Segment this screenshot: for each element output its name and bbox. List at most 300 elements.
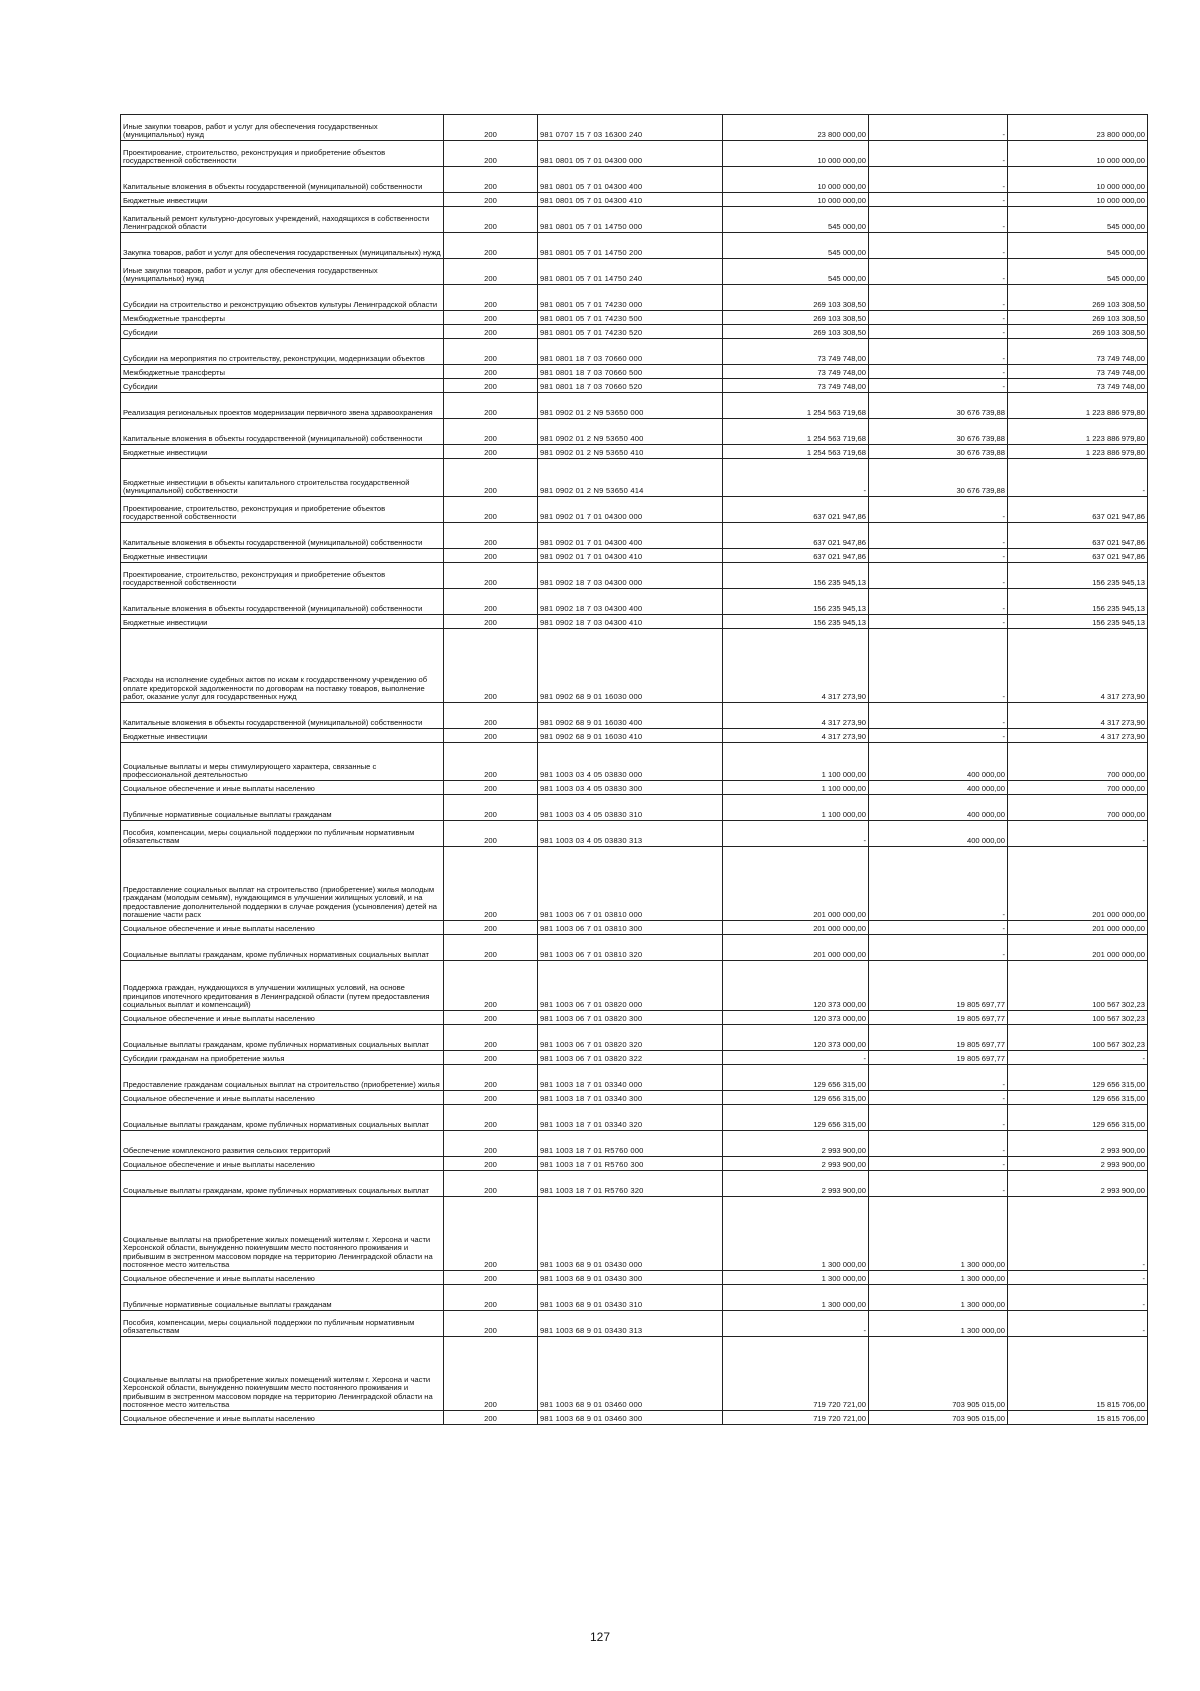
row-amount-3: 269 103 308,50 bbox=[1008, 325, 1148, 339]
row-amount-3: 10 000 000,00 bbox=[1008, 141, 1148, 167]
row-code: 200 bbox=[444, 419, 538, 445]
row-code: 200 bbox=[444, 743, 538, 781]
row-amount-2: - bbox=[869, 935, 1008, 961]
row-name: Субсидии bbox=[121, 379, 444, 393]
row-amount-3: 269 103 308,50 bbox=[1008, 311, 1148, 325]
row-amount-1: - bbox=[723, 459, 869, 497]
row-kbk: 981 1003 18 7 01 03340 300 bbox=[538, 1091, 723, 1105]
row-kbk: 981 0902 01 2 N9 53650 400 bbox=[538, 419, 723, 445]
table-row bbox=[121, 821, 1148, 847]
row-code: 200 bbox=[444, 729, 538, 743]
row-kbk: 981 1003 18 7 01 R5760 000 bbox=[538, 1131, 723, 1157]
table-row bbox=[121, 259, 1148, 285]
row-amount-3: 1 223 886 979,80 bbox=[1008, 419, 1148, 445]
row-amount-3: 2 993 900,00 bbox=[1008, 1131, 1148, 1157]
row-amount-2: 400 000,00 bbox=[869, 781, 1008, 795]
table-row bbox=[121, 207, 1148, 233]
row-amount-3: 100 567 302,23 bbox=[1008, 961, 1148, 1011]
row-kbk: 981 1003 68 9 01 03430 313 bbox=[538, 1311, 723, 1337]
table-row bbox=[121, 233, 1148, 259]
row-amount-3: 269 103 308,50 bbox=[1008, 285, 1148, 311]
row-code: 200 bbox=[444, 497, 538, 523]
table-row bbox=[121, 729, 1148, 743]
row-amount-3: 2 993 900,00 bbox=[1008, 1171, 1148, 1197]
row-amount-1: 4 317 273,90 bbox=[723, 703, 869, 729]
table-row bbox=[121, 615, 1148, 629]
row-amount-1: 637 021 947,86 bbox=[723, 497, 869, 523]
row-amount-2: - bbox=[869, 1105, 1008, 1131]
row-amount-2: 19 805 697,77 bbox=[869, 1011, 1008, 1025]
row-kbk: 981 1003 06 7 01 03810 000 bbox=[538, 847, 723, 921]
row-amount-2: - bbox=[869, 1065, 1008, 1091]
row-name: Бюджетные инвестиции bbox=[121, 615, 444, 629]
row-amount-3: - bbox=[1008, 1051, 1148, 1065]
row-name: Социальное обеспечение и иные выплаты населению bbox=[121, 921, 444, 935]
row-amount-1: 719 720 721,00 bbox=[723, 1411, 869, 1425]
row-amount-1: 10 000 000,00 bbox=[723, 141, 869, 167]
row-amount-2: 1 300 000,00 bbox=[869, 1271, 1008, 1285]
table-row bbox=[121, 379, 1148, 393]
row-name: Капитальные вложения в объекты государственной (муниципальной) собственности bbox=[121, 703, 444, 729]
row-amount-1: 1 300 000,00 bbox=[723, 1271, 869, 1285]
row-kbk: 981 0801 05 7 01 14750 000 bbox=[538, 207, 723, 233]
table-row bbox=[121, 115, 1148, 141]
row-code: 200 bbox=[444, 821, 538, 847]
row-kbk: 981 0902 68 9 01 16030 000 bbox=[538, 629, 723, 703]
row-amount-1: 201 000 000,00 bbox=[723, 935, 869, 961]
row-amount-3: 700 000,00 bbox=[1008, 781, 1148, 795]
row-amount-2: 703 905 015,00 bbox=[869, 1411, 1008, 1425]
row-code: 200 bbox=[444, 935, 538, 961]
row-kbk: 981 1003 06 7 01 03820 320 bbox=[538, 1025, 723, 1051]
row-code: 200 bbox=[444, 961, 538, 1011]
row-amount-1: 1 254 563 719,68 bbox=[723, 419, 869, 445]
row-name: Закупка товаров, работ и услуг для обеспечения государственных (муниципальных) нужд bbox=[121, 233, 444, 259]
row-name: Субсидии bbox=[121, 325, 444, 339]
row-kbk: 981 1003 18 7 01 03340 320 bbox=[538, 1105, 723, 1131]
row-kbk: 981 0801 05 7 01 04300 400 bbox=[538, 167, 723, 193]
row-amount-2: - bbox=[869, 115, 1008, 141]
row-name: Бюджетные инвестиции bbox=[121, 445, 444, 459]
row-name: Публичные нормативные социальные выплаты гражданам bbox=[121, 795, 444, 821]
row-amount-3: - bbox=[1008, 459, 1148, 497]
row-code: 200 bbox=[444, 1157, 538, 1171]
row-name: Капитальный ремонт культурно-досуговых учреждений, находящихся в собственности Ленинградской области bbox=[121, 207, 444, 233]
row-amount-2: - bbox=[869, 259, 1008, 285]
row-code: 200 bbox=[444, 379, 538, 393]
row-amount-1: 1 100 000,00 bbox=[723, 781, 869, 795]
table-row bbox=[121, 1311, 1148, 1337]
row-amount-1: 2 993 900,00 bbox=[723, 1171, 869, 1197]
row-amount-3: 129 656 315,00 bbox=[1008, 1065, 1148, 1091]
row-amount-3: 201 000 000,00 bbox=[1008, 847, 1148, 921]
row-code: 200 bbox=[444, 615, 538, 629]
table-row bbox=[121, 703, 1148, 729]
row-amount-1: 637 021 947,86 bbox=[723, 523, 869, 549]
row-amount-3: 156 235 945,13 bbox=[1008, 615, 1148, 629]
row-amount-3: - bbox=[1008, 821, 1148, 847]
row-code: 200 bbox=[444, 311, 538, 325]
row-amount-2: - bbox=[869, 523, 1008, 549]
row-code: 200 bbox=[444, 1051, 538, 1065]
row-code: 200 bbox=[444, 1311, 538, 1337]
row-code: 200 bbox=[444, 1091, 538, 1105]
row-kbk: 981 0801 05 7 01 14750 240 bbox=[538, 259, 723, 285]
row-amount-2: 19 805 697,77 bbox=[869, 1025, 1008, 1051]
row-amount-2: - bbox=[869, 921, 1008, 935]
row-amount-3: 201 000 000,00 bbox=[1008, 935, 1148, 961]
row-amount-3: 73 749 748,00 bbox=[1008, 379, 1148, 393]
table-row bbox=[121, 193, 1148, 207]
budget-table-body bbox=[121, 115, 1148, 1425]
row-amount-3: 1 223 886 979,80 bbox=[1008, 445, 1148, 459]
row-name: Пособия, компенсации, меры социальной поддержки по публичным нормативным обязательствам bbox=[121, 1311, 444, 1337]
row-amount-1: 719 720 721,00 bbox=[723, 1337, 869, 1411]
row-kbk: 981 1003 03 4 05 03830 300 bbox=[538, 781, 723, 795]
row-amount-2: 1 300 000,00 bbox=[869, 1311, 1008, 1337]
row-amount-1: 269 103 308,50 bbox=[723, 285, 869, 311]
table-row bbox=[121, 1091, 1148, 1105]
row-amount-3: 4 317 273,90 bbox=[1008, 729, 1148, 743]
table-row bbox=[121, 1011, 1148, 1025]
row-kbk: 981 0902 01 7 01 04300 000 bbox=[538, 497, 723, 523]
row-amount-1: 2 993 900,00 bbox=[723, 1157, 869, 1171]
row-code: 200 bbox=[444, 1197, 538, 1271]
row-amount-3: 2 993 900,00 bbox=[1008, 1157, 1148, 1171]
row-code: 200 bbox=[444, 285, 538, 311]
row-amount-2: - bbox=[869, 285, 1008, 311]
table-row bbox=[121, 1051, 1148, 1065]
row-code: 200 bbox=[444, 365, 538, 379]
row-amount-3: 15 815 706,00 bbox=[1008, 1411, 1148, 1425]
row-kbk: 981 0801 05 7 01 74230 500 bbox=[538, 311, 723, 325]
row-name: Проектирование, строительство, реконструкция и приобретение объектов государственной собственности bbox=[121, 563, 444, 589]
row-amount-1: 201 000 000,00 bbox=[723, 847, 869, 921]
table-row bbox=[121, 325, 1148, 339]
row-code: 200 bbox=[444, 325, 538, 339]
row-name: Субсидии на строительство и реконструкцию объектов культуры Ленинградской области bbox=[121, 285, 444, 311]
row-name: Бюджетные инвестиции в объекты капитального строительства государственной (муниципальной) собственности bbox=[121, 459, 444, 497]
row-kbk: 981 1003 06 7 01 03820 000 bbox=[538, 961, 723, 1011]
row-amount-2: 30 676 739,88 bbox=[869, 419, 1008, 445]
row-amount-1: 1 254 563 719,68 bbox=[723, 393, 869, 419]
row-amount-1: 545 000,00 bbox=[723, 233, 869, 259]
row-code: 200 bbox=[444, 141, 538, 167]
row-amount-2: - bbox=[869, 379, 1008, 393]
row-code: 200 bbox=[444, 1411, 538, 1425]
row-amount-2: - bbox=[869, 1131, 1008, 1157]
row-amount-3: 637 021 947,86 bbox=[1008, 523, 1148, 549]
row-amount-1: 120 373 000,00 bbox=[723, 1025, 869, 1051]
row-amount-2: - bbox=[869, 563, 1008, 589]
row-kbk: 981 0801 05 7 01 14750 200 bbox=[538, 233, 723, 259]
row-name: Иные закупки товаров, работ и услуг для обеспечения государственных (муниципальных) нужд bbox=[121, 115, 444, 141]
row-amount-3: 545 000,00 bbox=[1008, 259, 1148, 285]
row-amount-3: - bbox=[1008, 1285, 1148, 1311]
table-row bbox=[121, 781, 1148, 795]
row-amount-3: 1 223 886 979,80 bbox=[1008, 393, 1148, 419]
row-amount-1: 637 021 947,86 bbox=[723, 549, 869, 563]
table-row bbox=[121, 1105, 1148, 1131]
row-amount-1: 269 103 308,50 bbox=[723, 325, 869, 339]
row-kbk: 981 0801 05 7 01 74230 000 bbox=[538, 285, 723, 311]
table-row bbox=[121, 629, 1148, 703]
row-amount-1: 73 749 748,00 bbox=[723, 339, 869, 365]
row-amount-3: 129 656 315,00 bbox=[1008, 1105, 1148, 1131]
table-row bbox=[121, 339, 1148, 365]
row-amount-2: 400 000,00 bbox=[869, 743, 1008, 781]
row-amount-1: 120 373 000,00 bbox=[723, 961, 869, 1011]
row-amount-2: - bbox=[869, 1091, 1008, 1105]
row-name: Капитальные вложения в объекты государственной (муниципальной) собственности bbox=[121, 589, 444, 615]
row-name: Капитальные вложения в объекты государственной (муниципальной) собственности bbox=[121, 523, 444, 549]
row-amount-2: 30 676 739,88 bbox=[869, 445, 1008, 459]
row-amount-2: - bbox=[869, 729, 1008, 743]
row-code: 200 bbox=[444, 339, 538, 365]
row-amount-1: 156 235 945,13 bbox=[723, 563, 869, 589]
row-name: Реализация региональных проектов модернизации первичного звена здравоохранения bbox=[121, 393, 444, 419]
row-kbk: 981 1003 06 7 01 03820 322 bbox=[538, 1051, 723, 1065]
row-code: 200 bbox=[444, 795, 538, 821]
row-code: 200 bbox=[444, 393, 538, 419]
row-name: Бюджетные инвестиции bbox=[121, 549, 444, 563]
row-kbk: 981 0902 18 7 03 04300 410 bbox=[538, 615, 723, 629]
table-row bbox=[121, 167, 1148, 193]
row-kbk: 981 0902 01 2 N9 53650 000 bbox=[538, 393, 723, 419]
page-number: 127 bbox=[589, 1630, 611, 1644]
row-kbk: 981 0801 05 7 01 04300 410 bbox=[538, 193, 723, 207]
row-code: 200 bbox=[444, 549, 538, 563]
table-row bbox=[121, 743, 1148, 781]
row-kbk: 981 0801 18 7 03 70660 000 bbox=[538, 339, 723, 365]
row-amount-1: 156 235 945,13 bbox=[723, 615, 869, 629]
row-name: Социальные выплаты гражданам, кроме публичных нормативных социальных выплат bbox=[121, 1025, 444, 1051]
row-amount-2: - bbox=[869, 629, 1008, 703]
row-code: 200 bbox=[444, 445, 538, 459]
row-kbk: 981 0902 01 7 01 04300 400 bbox=[538, 523, 723, 549]
row-kbk: 981 1003 68 9 01 03460 300 bbox=[538, 1411, 723, 1425]
row-code: 200 bbox=[444, 207, 538, 233]
row-code: 200 bbox=[444, 115, 538, 141]
table-row bbox=[121, 961, 1148, 1011]
row-amount-3: 201 000 000,00 bbox=[1008, 921, 1148, 935]
budget-table bbox=[120, 114, 1148, 1425]
row-kbk: 981 1003 68 9 01 03430 000 bbox=[538, 1197, 723, 1271]
row-amount-2: - bbox=[869, 615, 1008, 629]
row-amount-2: - bbox=[869, 193, 1008, 207]
row-code: 200 bbox=[444, 259, 538, 285]
row-name: Поддержка граждан, нуждающихся в улучшении жилищных условий, на основе принципов ипотечного кредитования в Ленинградской области (путем предоставления социальных выплат и компенсаций) bbox=[121, 961, 444, 1011]
row-name: Обеспечение комплексного развития сельских территорий bbox=[121, 1131, 444, 1157]
row-kbk: 981 1003 68 9 01 03430 310 bbox=[538, 1285, 723, 1311]
table-row bbox=[121, 141, 1148, 167]
row-amount-2: 400 000,00 bbox=[869, 795, 1008, 821]
table-row bbox=[121, 1411, 1148, 1425]
row-kbk: 981 0902 18 7 03 04300 400 bbox=[538, 589, 723, 615]
row-name: Капитальные вложения в объекты государственной (муниципальной) собственности bbox=[121, 167, 444, 193]
row-amount-3: 10 000 000,00 bbox=[1008, 193, 1148, 207]
row-amount-3: 23 800 000,00 bbox=[1008, 115, 1148, 141]
row-amount-1: 1 100 000,00 bbox=[723, 743, 869, 781]
row-amount-2: - bbox=[869, 1157, 1008, 1171]
row-amount-3: 129 656 315,00 bbox=[1008, 1091, 1148, 1105]
row-kbk: 981 1003 18 7 01 R5760 320 bbox=[538, 1171, 723, 1197]
row-amount-1: 2 993 900,00 bbox=[723, 1131, 869, 1157]
row-name: Социальные выплаты на приобретение жилых помещений жителям г. Херсона и части Херсонской области, вынужденно покинувшим место постоянного проживания и прибывшим в экстренном массовом порядке на территорию Ленинградской области на постоянное место жительства bbox=[121, 1337, 444, 1411]
row-amount-3: - bbox=[1008, 1271, 1148, 1285]
row-kbk: 981 1003 06 7 01 03810 300 bbox=[538, 921, 723, 935]
row-amount-3: 4 317 273,90 bbox=[1008, 703, 1148, 729]
row-amount-1: 156 235 945,13 bbox=[723, 589, 869, 615]
table-row bbox=[121, 1271, 1148, 1285]
row-amount-3: 637 021 947,86 bbox=[1008, 549, 1148, 563]
row-name: Иные закупки товаров, работ и услуг для обеспечения государственных (муниципальных) нужд bbox=[121, 259, 444, 285]
row-name: Социальные выплаты гражданам, кроме публичных нормативных социальных выплат bbox=[121, 1105, 444, 1131]
table-row bbox=[121, 459, 1148, 497]
row-amount-3: 4 317 273,90 bbox=[1008, 629, 1148, 703]
table-row bbox=[121, 935, 1148, 961]
table-row bbox=[121, 1065, 1148, 1091]
row-amount-1: 269 103 308,50 bbox=[723, 311, 869, 325]
row-amount-1: 129 656 315,00 bbox=[723, 1065, 869, 1091]
table-row bbox=[121, 393, 1148, 419]
row-kbk: 981 0801 18 7 03 70660 520 bbox=[538, 379, 723, 393]
row-amount-2: - bbox=[869, 365, 1008, 379]
row-kbk: 981 0801 05 7 01 04300 000 bbox=[538, 141, 723, 167]
row-amount-2: 400 000,00 bbox=[869, 821, 1008, 847]
table-row bbox=[121, 445, 1148, 459]
row-name: Публичные нормативные социальные выплаты гражданам bbox=[121, 1285, 444, 1311]
row-amount-3: 700 000,00 bbox=[1008, 795, 1148, 821]
row-kbk: 981 1003 03 4 05 03830 313 bbox=[538, 821, 723, 847]
row-amount-3: 100 567 302,23 bbox=[1008, 1011, 1148, 1025]
row-code: 200 bbox=[444, 1285, 538, 1311]
row-amount-3: 73 749 748,00 bbox=[1008, 365, 1148, 379]
row-code: 200 bbox=[444, 167, 538, 193]
row-amount-3: 545 000,00 bbox=[1008, 233, 1148, 259]
row-code: 200 bbox=[444, 563, 538, 589]
row-amount-2: - bbox=[869, 311, 1008, 325]
row-amount-2: - bbox=[869, 207, 1008, 233]
row-amount-1: 10 000 000,00 bbox=[723, 193, 869, 207]
table-row bbox=[121, 1131, 1148, 1157]
row-amount-1: 73 749 748,00 bbox=[723, 379, 869, 393]
row-name: Межбюджетные трансферты bbox=[121, 311, 444, 325]
row-amount-1: 10 000 000,00 bbox=[723, 167, 869, 193]
row-name: Социальное обеспечение и иные выплаты населению bbox=[121, 1411, 444, 1425]
row-amount-1: 4 317 273,90 bbox=[723, 729, 869, 743]
row-amount-2: 30 676 739,88 bbox=[869, 459, 1008, 497]
row-amount-1: 129 656 315,00 bbox=[723, 1091, 869, 1105]
row-kbk: 981 0707 15 7 03 16300 240 bbox=[538, 115, 723, 141]
row-name: Социальное обеспечение и иные выплаты населению bbox=[121, 781, 444, 795]
row-kbk: 981 1003 18 7 01 R5760 300 bbox=[538, 1157, 723, 1171]
row-amount-2: 1 300 000,00 bbox=[869, 1197, 1008, 1271]
row-code: 200 bbox=[444, 589, 538, 615]
row-code: 200 bbox=[444, 1171, 538, 1197]
row-name: Социальные выплаты гражданам, кроме публичных нормативных социальных выплат bbox=[121, 1171, 444, 1197]
row-amount-2: - bbox=[869, 339, 1008, 365]
row-amount-2: - bbox=[869, 1171, 1008, 1197]
row-code: 200 bbox=[444, 1065, 538, 1091]
table-row bbox=[121, 1337, 1148, 1411]
row-amount-2: - bbox=[869, 141, 1008, 167]
row-name: Предоставление гражданам социальных выплат на строительство (приобретение) жилья bbox=[121, 1065, 444, 1091]
row-amount-3: 545 000,00 bbox=[1008, 207, 1148, 233]
row-name: Социальное обеспечение и иные выплаты населению bbox=[121, 1157, 444, 1171]
row-name: Проектирование, строительство, реконструкция и приобретение объектов государственной собственности bbox=[121, 497, 444, 523]
table-row bbox=[121, 365, 1148, 379]
row-amount-1: 1 100 000,00 bbox=[723, 795, 869, 821]
table-row bbox=[121, 1285, 1148, 1311]
row-code: 200 bbox=[444, 703, 538, 729]
row-amount-1: 1 254 563 719,68 bbox=[723, 445, 869, 459]
row-kbk: 981 0902 68 9 01 16030 400 bbox=[538, 703, 723, 729]
row-kbk: 981 1003 03 4 05 03830 310 bbox=[538, 795, 723, 821]
row-amount-1: 545 000,00 bbox=[723, 259, 869, 285]
row-code: 200 bbox=[444, 1105, 538, 1131]
table-row bbox=[121, 589, 1148, 615]
row-amount-3: 73 749 748,00 bbox=[1008, 339, 1148, 365]
table-row bbox=[121, 311, 1148, 325]
row-kbk: 981 0902 01 2 N9 53650 414 bbox=[538, 459, 723, 497]
row-amount-2: - bbox=[869, 549, 1008, 563]
row-amount-3: 10 000 000,00 bbox=[1008, 167, 1148, 193]
row-amount-2: - bbox=[869, 589, 1008, 615]
row-amount-2: - bbox=[869, 233, 1008, 259]
table-row bbox=[121, 563, 1148, 589]
row-amount-1: 1 300 000,00 bbox=[723, 1197, 869, 1271]
table-row bbox=[121, 795, 1148, 821]
table-row bbox=[121, 549, 1148, 563]
row-amount-3: 700 000,00 bbox=[1008, 743, 1148, 781]
row-amount-3: - bbox=[1008, 1311, 1148, 1337]
row-amount-1: 129 656 315,00 bbox=[723, 1105, 869, 1131]
row-name: Бюджетные инвестиции bbox=[121, 193, 444, 207]
row-amount-2: 19 805 697,77 bbox=[869, 1051, 1008, 1065]
row-code: 200 bbox=[444, 1131, 538, 1157]
row-kbk: 981 0801 05 7 01 74230 520 bbox=[538, 325, 723, 339]
table-row bbox=[121, 921, 1148, 935]
row-name: Межбюджетные трансферты bbox=[121, 365, 444, 379]
row-kbk: 981 0801 18 7 03 70660 500 bbox=[538, 365, 723, 379]
row-amount-2: 19 805 697,77 bbox=[869, 961, 1008, 1011]
row-code: 200 bbox=[444, 459, 538, 497]
row-amount-1: 4 317 273,90 bbox=[723, 629, 869, 703]
row-name: Социальные выплаты и меры стимулирующего характера, связанные с профессиональной деятельностью bbox=[121, 743, 444, 781]
table-row bbox=[121, 1197, 1148, 1271]
table-row bbox=[121, 1171, 1148, 1197]
row-amount-2: - bbox=[869, 497, 1008, 523]
row-kbk: 981 0902 01 2 N9 53650 410 bbox=[538, 445, 723, 459]
row-kbk: 981 1003 68 9 01 03460 000 bbox=[538, 1337, 723, 1411]
row-kbk: 981 1003 68 9 01 03430 300 bbox=[538, 1271, 723, 1285]
row-name: Социальное обеспечение и иные выплаты населению bbox=[121, 1011, 444, 1025]
row-amount-1: 201 000 000,00 bbox=[723, 921, 869, 935]
row-code: 200 bbox=[444, 921, 538, 935]
row-amount-3: 100 567 302,23 bbox=[1008, 1025, 1148, 1051]
row-name: Социальные выплаты гражданам, кроме публичных нормативных социальных выплат bbox=[121, 935, 444, 961]
table-row bbox=[121, 847, 1148, 921]
row-code: 200 bbox=[444, 1011, 538, 1025]
row-amount-3: 156 235 945,13 bbox=[1008, 589, 1148, 615]
row-amount-1: - bbox=[723, 1311, 869, 1337]
table-row bbox=[121, 1157, 1148, 1171]
row-amount-3: 15 815 706,00 bbox=[1008, 1337, 1148, 1411]
row-amount-1: - bbox=[723, 1051, 869, 1065]
row-code: 200 bbox=[444, 233, 538, 259]
row-amount-1: 1 300 000,00 bbox=[723, 1285, 869, 1311]
